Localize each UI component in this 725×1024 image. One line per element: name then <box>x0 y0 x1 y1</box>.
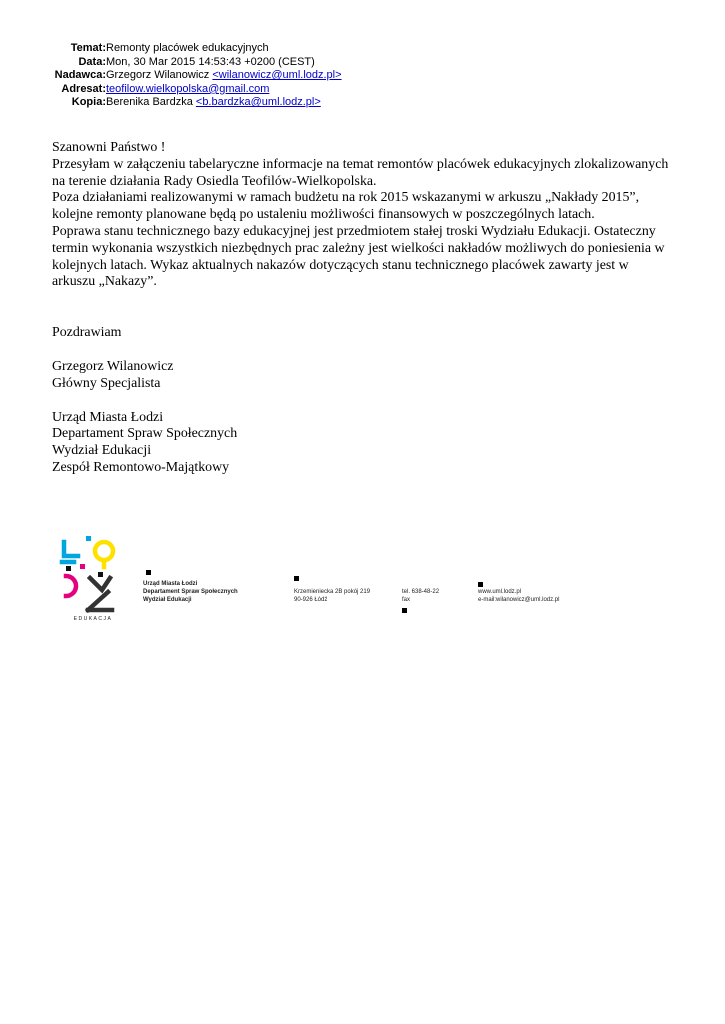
footer-division: Wydział Edukacji <box>143 597 192 603</box>
greeting: Szanowni Państwo ! <box>52 140 166 155</box>
cc-email-link[interactable]: <b.bardzka@uml.lodz.pl> <box>195 96 321 109</box>
cc-value <box>106 96 321 110</box>
to-value <box>106 83 269 97</box>
footer-col4 <box>478 588 559 604</box>
footer-col2 <box>294 588 370 604</box>
body-paragraph: Przesyłam w załączeniu tabelaryczne informacje na temat remontów placówek edukacyjnych zlokalizowanych na terenie działania Rady Osiedla Teofilów-Wielkopolska. <box>52 156 669 189</box>
letterhead-footer <box>58 534 678 624</box>
body-paragraph: Poza działaniami realizowanymi w ramach budżetu na rok 2015 wskazanymi w arkuszu „Nakłady 2015”, kolejne remonty planowane będą po ustaleniu możliwości finansowych w poszczególnych latach. <box>52 190 640 223</box>
email-body <box>52 140 672 477</box>
logo-caption: EDUKACJA <box>73 616 113 622</box>
signature-title: Główny Specjalista <box>52 375 161 391</box>
org-line: Departament Spraw Społecznych <box>52 426 238 442</box>
from-name: Grzegorz Wilanowicz <box>106 69 210 82</box>
cc-name: Berenika Bardzka <box>106 96 193 109</box>
date-label: Data: <box>78 55 106 68</box>
footer-postal: 90-926 Łódź <box>294 597 328 603</box>
footer-street: Krzemieniecka 2B pokój 219 <box>294 589 371 595</box>
to-email-link[interactable]: teofilow.wielkopolska@gmail.com <box>106 82 270 95</box>
subject-value: Remonty placówek edukacyjnych <box>106 42 269 54</box>
to-label: Adresat: <box>61 82 106 95</box>
closing: Pozdrawiam <box>52 325 122 341</box>
cc-row <box>0 96 725 110</box>
footer-website[interactable]: www.uml.lodz.pl <box>478 589 522 595</box>
date-row <box>0 56 725 70</box>
footer-email[interactable]: e-mail:wilanowicz@uml.lodz.pl <box>478 597 560 603</box>
footer-department: Departament Spraw Społecznych <box>143 589 238 595</box>
subject-label: Temat: <box>70 42 106 54</box>
signature-name: Grzegorz Wilanowicz <box>52 358 174 374</box>
from-row <box>0 69 725 83</box>
bullet-square-icon <box>478 582 483 587</box>
from-label: Nadawca: <box>54 69 106 82</box>
subject-row <box>0 42 725 56</box>
bullet-square-icon <box>402 608 407 613</box>
footer-phone: tel. 638-48-22 <box>402 589 440 595</box>
org-line: Zespół Remontowo-Majątkowy <box>52 459 230 475</box>
body-paragraph: Poprawa stanu technicznego bazy edukacyjnej jest przedmiotem stałej troski Wydziału Edukacji. Ostateczny termin wykonania wszystkich niezbędnych prac zależny jest wielkości nakładów możliwych do poniesienia w kolejnych latach. Wykaz aktualnych nakazów dotyczących stanu technicznego placówek zawarty jest w arkuszu „Nakazy”. <box>52 223 665 290</box>
footer-col1 <box>143 580 238 604</box>
footer-col3 <box>402 588 439 604</box>
from-email-link[interactable]: <wilanowicz@uml.lodz.pl> <box>212 69 342 82</box>
lodz-education-logo-icon <box>58 534 128 622</box>
bullet-square-icon <box>146 570 151 575</box>
email-header <box>0 42 725 110</box>
footer-fax: fax <box>402 597 411 603</box>
from-value <box>106 69 342 83</box>
org-line: Urząd Miasta Łodzi <box>52 409 164 425</box>
cc-label: Kopia: <box>71 96 106 109</box>
to-row <box>0 83 725 97</box>
footer-city-office: Urząd Miasta Łodzi <box>143 581 198 587</box>
bullet-square-icon <box>294 576 299 581</box>
org-line: Wydział Edukacji <box>52 443 152 459</box>
date-value: Mon, 30 Mar 2015 14:53:43 +0200 (CEST) <box>106 55 315 68</box>
